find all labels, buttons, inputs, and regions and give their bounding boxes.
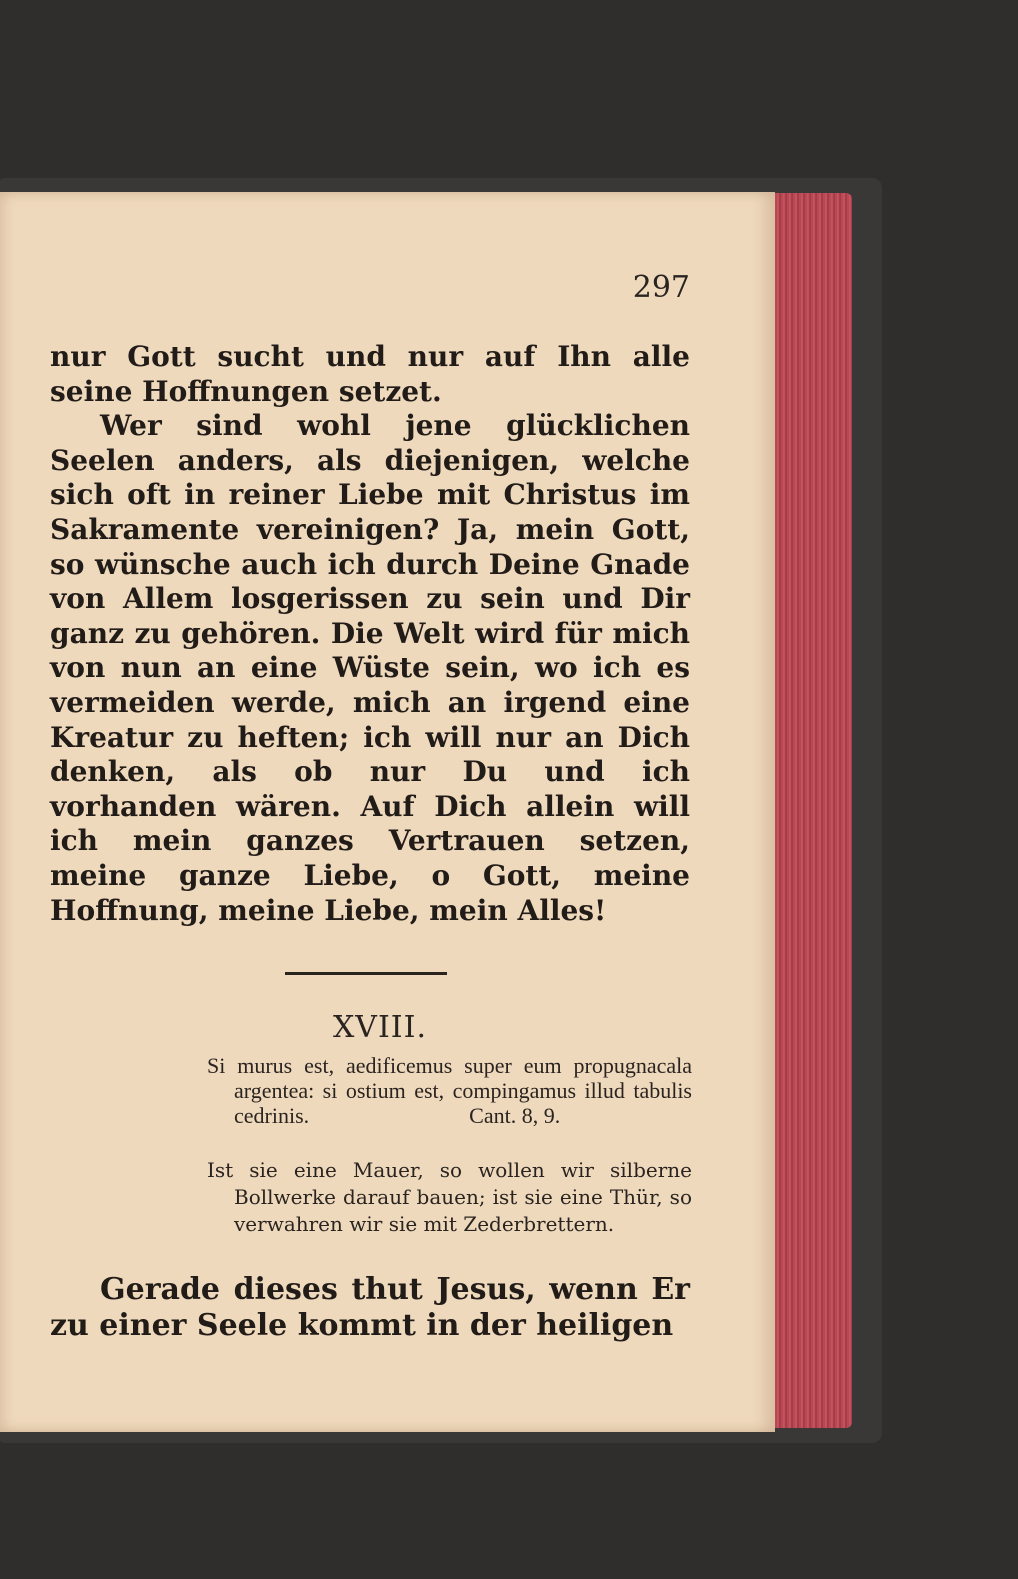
german-quote-block (207, 1157, 692, 1238)
body-text (50, 340, 690, 928)
closing-text (50, 1272, 690, 1344)
page-number: 297 (632, 270, 690, 305)
section-heading: XVIII. (332, 1010, 428, 1045)
paragraph-1: nur Gott sucht und nur auf Ihn alle seine Hoffnungen setzet. (50, 340, 690, 408)
latin-quote (207, 1053, 692, 1128)
latin-quote-text: Si murus est, aedificemus super eum propugnacala argentea: si ostium est, compingamus illud tabulis cedrinis. (207, 1053, 692, 1128)
latin-quote-block (207, 1053, 692, 1128)
latin-reference: Cant. 8, 9. (469, 1103, 561, 1128)
book-page (0, 192, 775, 1432)
paragraph-2: Wer sind wohl jene glücklichen Seelen anders, als diejenigen, welche sich oft in reiner Liebe mit Christus im Sakramente vereinigen? Ja, mein Gott, so wünsche auch ich durch Deine Gnade von Allem losgerissen zu sein und Dir ganz zu gehören. Die Welt wird für mich von nun an eine Wüste sein, wo ich es vermeiden werde, mich an irgend eine Kreatur zu heften; ich will nur an Dich denken, als ob nur Du und ich vorhanden wären. Auf Dich allein will ich mein ganzes Vertrauen setzen, meine ganze Liebe, o Gott, meine Hoffnung, meine Liebe, mein Alles! (50, 409, 690, 927)
section-divider (285, 972, 447, 975)
page-edges (770, 193, 852, 1428)
closing-paragraph: Gerade dieses thut Jesus, wenn Er zu einer Seele kommt in der heiligen (50, 1272, 690, 1343)
german-quote: Ist sie eine Mauer, so wollen wir silberne Bollwerke darauf bauen; ist sie eine Thür, so verwahren wir sie mit Zederbrettern. (207, 1158, 692, 1236)
